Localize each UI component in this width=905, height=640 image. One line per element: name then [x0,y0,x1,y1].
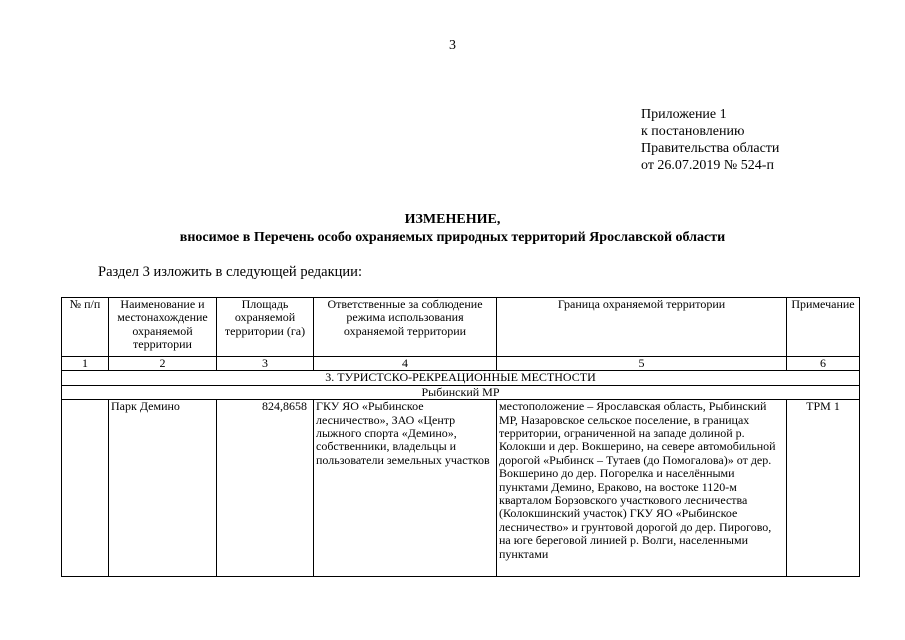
cell-name: Парк Демино [109,400,217,577]
appendix-line: Правительства области [641,141,780,156]
intro-text: Раздел 3 изложить в следующей редакции: [98,264,362,280]
page-number: 3 [449,38,456,53]
cell-area: 824,8658 [217,400,314,577]
header-cell-num: № п/п [62,298,109,357]
header-cell-area: Площадь охраняемой территории (га) [217,298,314,357]
cell-responsible: ГКУ ЯО «Рыбинское лесничество», ЗАО «Центр лыжного спорта «Демино», собственники, владельцы и пользователи земельных участков [314,400,497,577]
section-title-row [62,371,860,385]
appendix-block [641,106,779,174]
appendix-line: к постановлению [641,124,745,139]
column-number: 5 [497,357,787,371]
cell-note: ТРМ 1 [787,400,860,577]
table-header-row [62,298,860,357]
district-name: Рыбинский МР [62,385,860,399]
column-number-row [62,357,860,371]
column-number: 4 [314,357,497,371]
district-row [62,385,860,399]
header-cell-name: Наименование и местонахождение охраняемой территории [109,298,217,357]
appendix-line: Приложение 1 [641,107,727,122]
cell-num [62,400,109,577]
appendix-line: от 26.07.2019 № 524-п [641,158,774,173]
column-number: 2 [109,357,217,371]
title-line-2: вносимое в Перечень особо охраняемых природных территорий Ярославской области [179,230,726,245]
column-number: 6 [787,357,860,371]
column-number: 3 [217,357,314,371]
column-number: 1 [62,357,109,371]
cell-boundary: местоположение – Ярославская область, Рыбинский МР, Назаровское сельское поселение, в границах территории, ограниченной на западе долиной р. Колокши и дер. Вокшерино, на севере автомобильной дорогой «Рыбинск – Тутаев (до Помогалова)» от дер. Вокшерино до дер. Погорелка и населёнными пунктами Демино, Ераково, на востоке 1120-м кварталом Борзовского участкового лесничества (Колокшинский участок) ГКУ ЯО «Рыбинское лесничество» и грунтовой дорогой до дер. Пирогово, на юге береговой линией р. Волги, населенными пунктами [497,400,787,577]
document-title [0,211,905,247]
header-cell-responsible: Ответственные за соблюдение режима использования охраняемой территории [314,298,497,357]
territories-table [61,297,860,577]
section-title: 3. ТУРИСТСКО-РЕКРЕАЦИОННЫЕ МЕСТНОСТИ [62,371,860,385]
table-row [62,400,860,577]
header-cell-boundary: Граница охраняемой территории [497,298,787,357]
title-line-1: ИЗМЕНЕНИЕ, [404,212,501,227]
header-cell-note: Примечание [787,298,860,357]
